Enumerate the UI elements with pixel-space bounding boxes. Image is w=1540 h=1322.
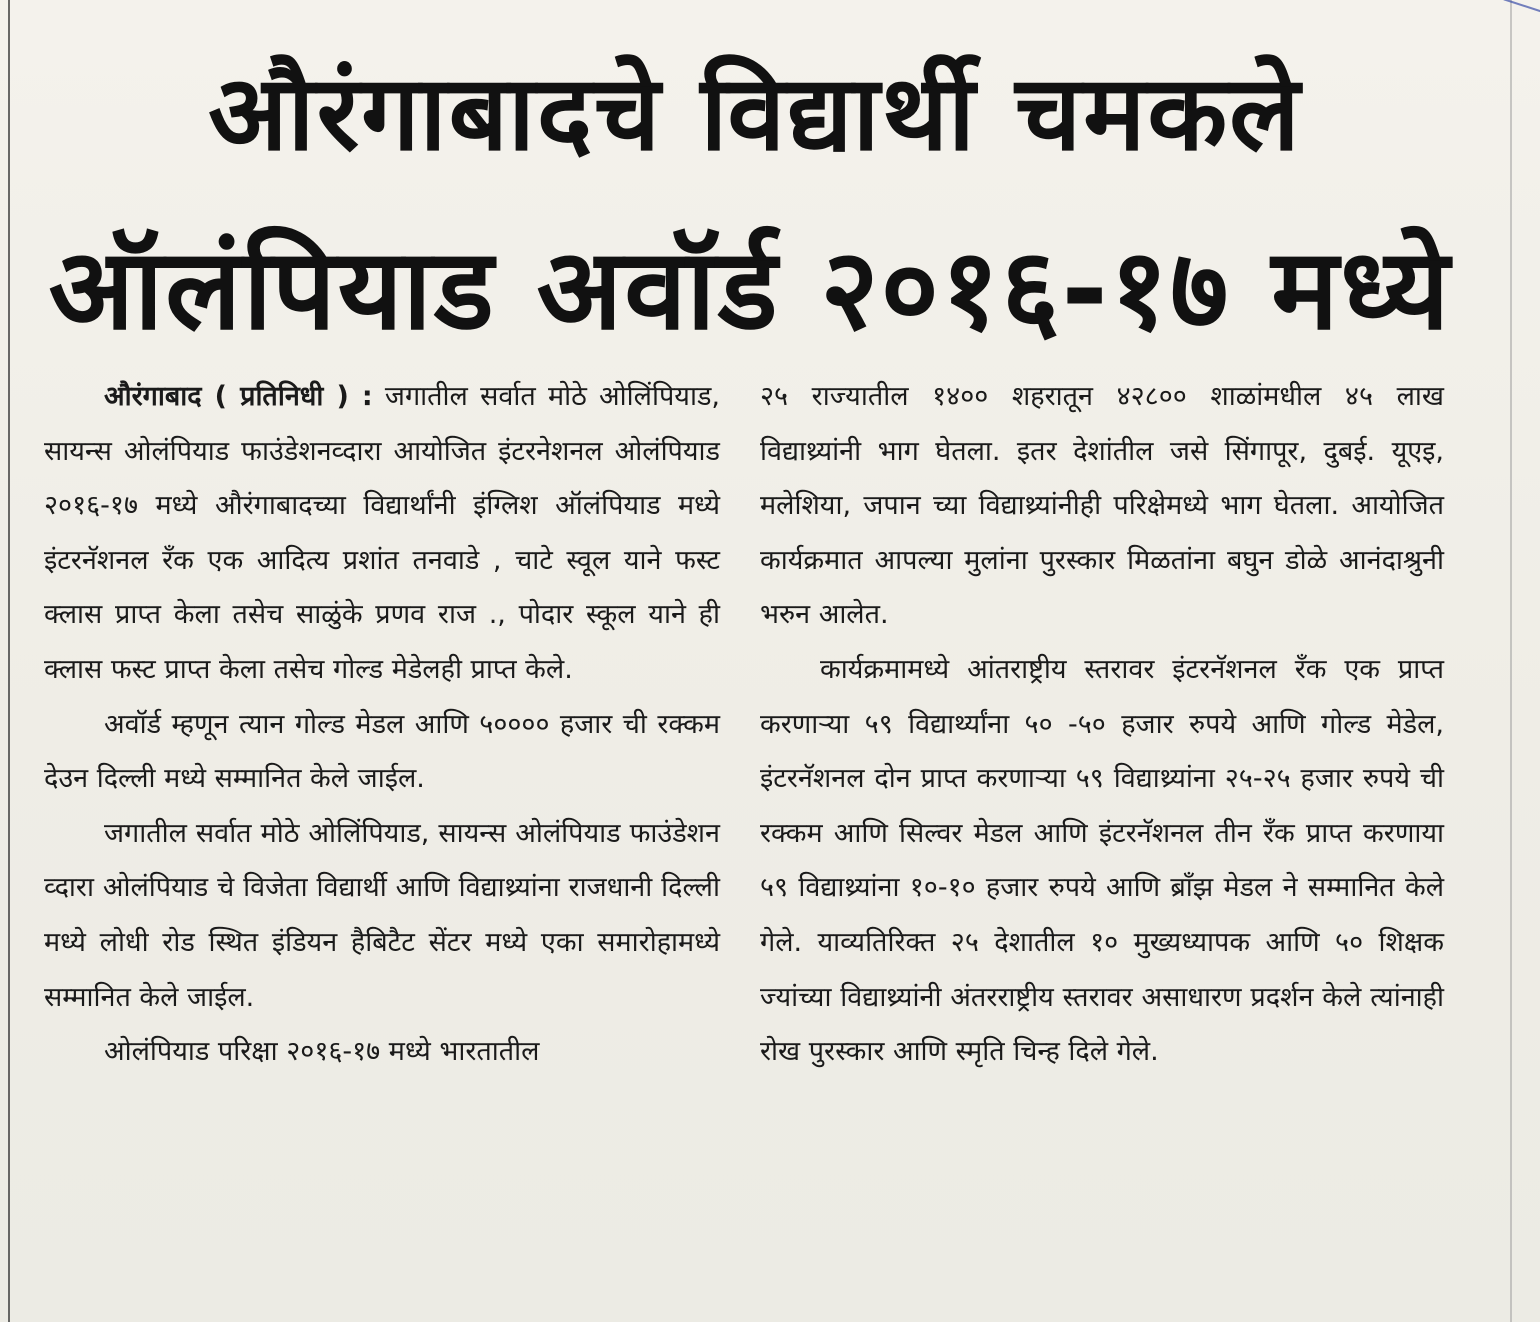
- headline-line-2: ऑलंपियाड अवॉर्ड २०१६-१७ मध्ये: [48, 225, 1452, 355]
- paragraph-2: अवॉर्ड म्हणून त्यान गोल्ड मेडल आणि ५०००० हजार ची रक्कम देउन दिल्ली मध्ये सम्मानित केले जाईल.: [44, 708, 720, 795]
- headline-line-1: औरंगाबादचे विद्यार्थी चमकले: [208, 52, 1302, 174]
- column-rule-left: [8, 0, 10, 1322]
- paragraph-5: २५ राज्यातील १४०० शहरातून ४२८०० शाळांमधील ४५ लाख विद्याथ्र्यांनी भाग घेतला. इतर देशांतील जसे सिंगापूर, दुबई. यूएइ, मलेशिया, जपान च्या विद्याथ्र्यांनीही परिक्षेमध्ये भाग घेतला. आयोजित कार्यक्रमात आपल्या मुलांना पुरस्कार मिळतांना बघुन डोळे आनंदाश्रुनी भरुन आलेत.: [760, 381, 1444, 631]
- dateline: औरंगाबाद ( प्रतिनिधी ) :: [104, 381, 373, 412]
- paragraph-3: जगातील सर्वात मोठे ओलिंपियाड, सायन्स ओलंपियाड फाउंडेशन व्दारा ओलंपियाड चे विजेता विद्यार्थी आणि विद्याथ्र्यांना राजधानी दिल्ली मध्ये लोधी रोड स्थित इंडियन हैबिटैट सेंटर मध्ये एका समारोहामध्ये सम्मानित केले जाईल.: [44, 817, 720, 1013]
- paragraph-6: कार्यक्रमामध्ये आंतराष्ट्रीय स्तरावर इंटरनॅशनल रँक एक प्राप्त करणाऱ्या ५९ विद्यार्थ्यांना ५० -५० हजार रुपये आणि गोल्ड मेडेल, इंटरनॅशनल दोन प्राप्त करणाऱ्या ५९ विद्याथ्र्यांना २५-२५ हजार रुपये ची रक्कम आणि सिल्वर मेडल आणि इंटरनॅशनल तीन रँक प्राप्त करणाया ५९ विद्याथ्र्यांना १०-१० हजार रुपये आणि ब्राँझ मेडल ने सम्मानित केले गेले. याव्यतिरिक्त २५ देशातील १० मुख्यध्यापक आणि ५० शिक्षक ज्यांच्या विद्याथ्र्यांनी अंतरराष्ट्रीय स्तरावर असाधारण प्रदर्शन केले त्यांनाही रोख पुरस्कार आणि स्मृति चिन्ह दिले गेले.: [760, 653, 1444, 1068]
- column-rule-right: [1510, 0, 1512, 1322]
- pen-mark: [1498, 0, 1540, 30]
- paragraph-1-text: जगातील सर्वात मोठे ओलिंपियाड, सायन्स ओलंपियाड फाउंडेशनव्दारा आयोजित इंटरनेशनल ओलंपियाड २०१६-१७ मध्ये औरंगाबादच्या विद्यार्थांनी इंग्लिश ऑलंपियाड मध्ये इंटरनॅशनल रँक एक आदित्य प्रशांत तनवाडे , चाटे स्वूल याने फस्ट क्लास प्राप्त केला तसेच साळुंके प्रणव राज ., पोदार स्कूल याने ही क्लास फस्ट प्राप्त केला तसेच गोल्ड मेडेलही प्राप्त केले.: [44, 381, 720, 685]
- article-column-right: [760, 370, 1444, 1080]
- paragraph-4: ओलंपियाड परिक्षा २०१६-१७ मध्ये भारतातील: [104, 1036, 540, 1068]
- paragraph-1: [44, 370, 720, 698]
- article-column-left: [44, 370, 720, 1080]
